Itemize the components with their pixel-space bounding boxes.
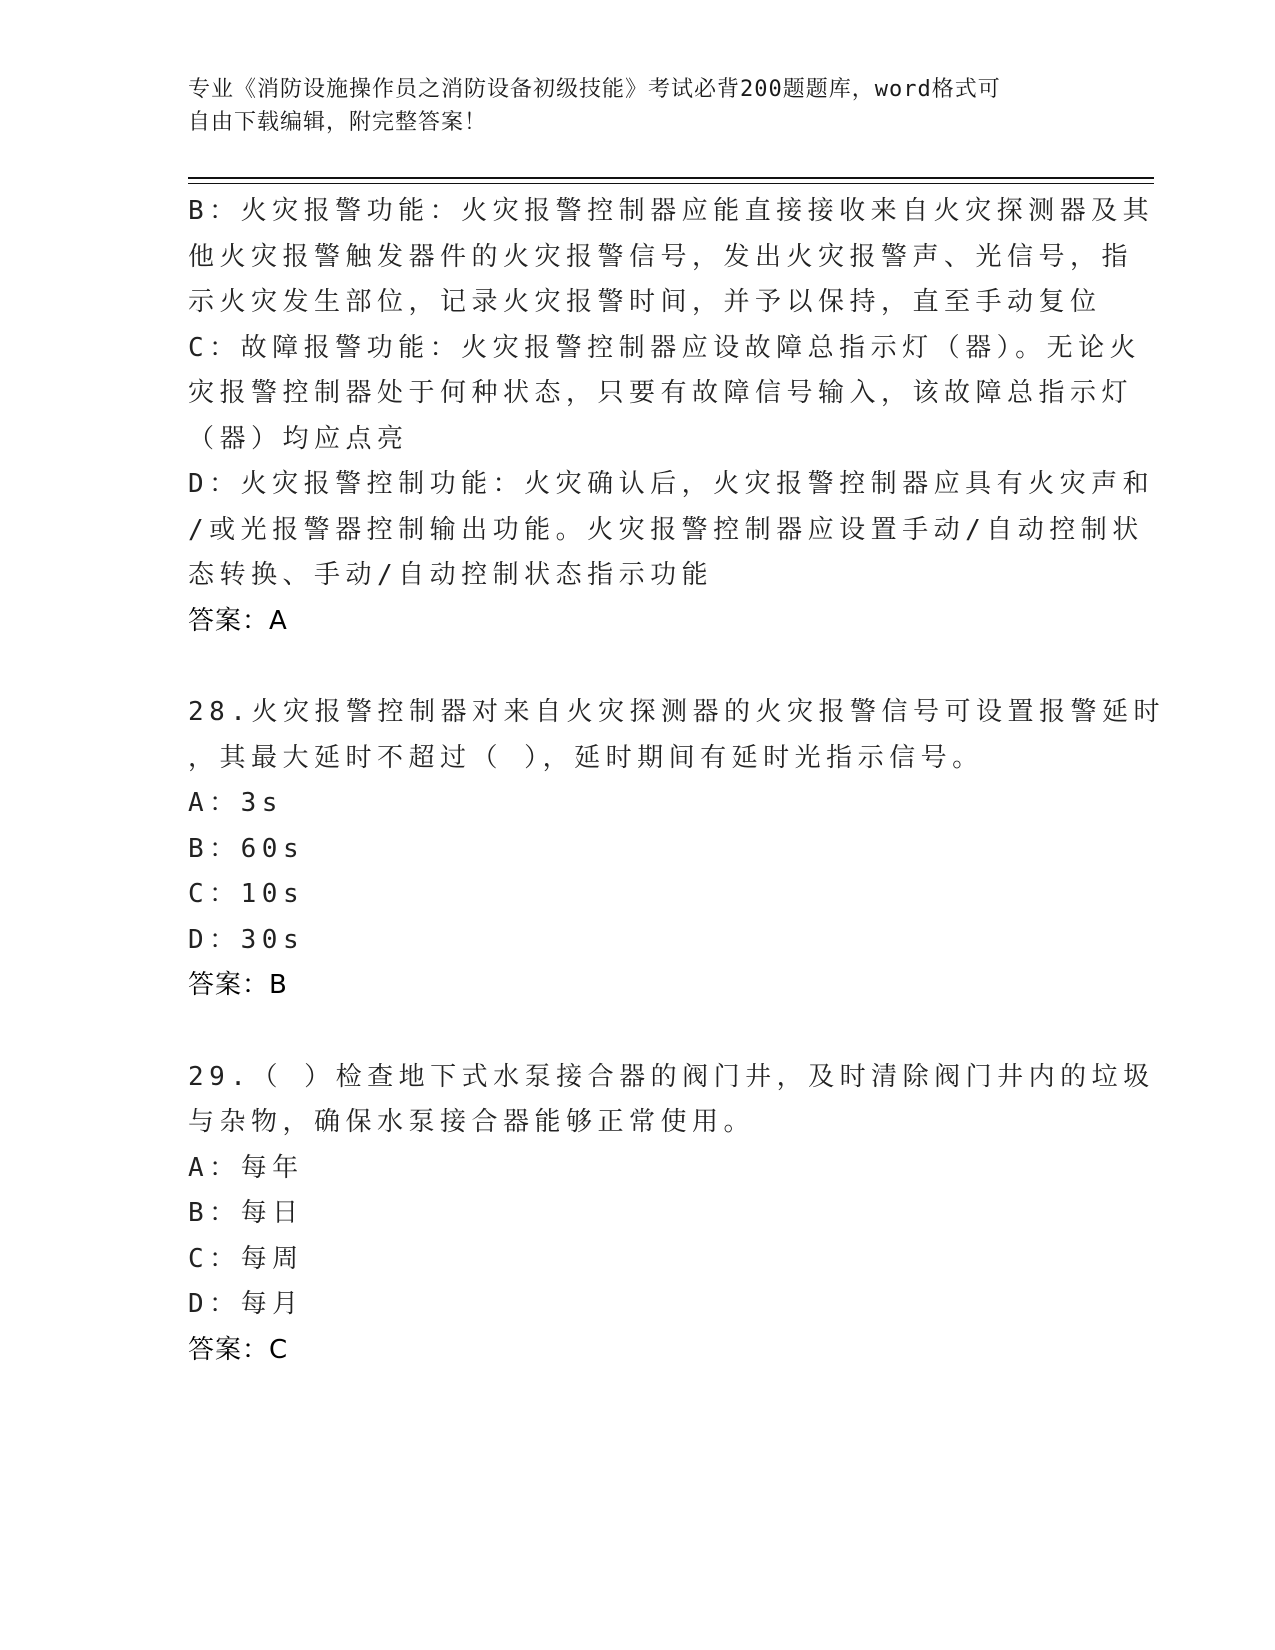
question-29-option-c: C：每周 [188,1243,304,1274]
header-divider-thin [188,183,1154,184]
question-28-option-d: D：30s [188,924,305,955]
question-29-option-b: B：每日 [188,1198,304,1228]
question-29-option-d: D：每月 [188,1289,304,1319]
answer-28: 答案：B [188,970,288,1000]
spacer [188,1009,1088,1055]
question-28-option-a: A：3s [188,788,283,818]
option-c-line-3: （器）均应点亮 [188,423,409,454]
option-d [188,462,1155,599]
option-d-line-2: /或光报警器控制输出功能。火灾报警控制器应设置手动/自动控制状 [188,514,1144,545]
question-29 [188,1055,1155,1374]
option-c-line-2: 灾报警控制器处于何种状态，只要有故障信号输入，该故障总指示灯 [188,378,1134,408]
answer-27: 答案：A [188,605,288,636]
option-d-line-3: 态转换、手动/自动控制状态指示功能 [188,560,714,590]
header-divider-thick [188,177,1154,179]
question-27-continuation [188,189,1155,644]
document-header [188,73,1068,139]
option-c-line-1: C：故障报警功能：火灾报警控制器应设故障总指示灯（器）。无论火 [188,332,1142,363]
question-28-option-c: C：10s [188,879,305,909]
option-b-line-1: B：火灾报警功能：火灾报警控制器应能直接接收来自火灾探测器及其 [188,196,1155,226]
spacer [188,644,1088,690]
header-line-1: 专业《消防设施操作员之消防设备初级技能》考试必背200题题库，word格式可 [188,77,1001,102]
question-28-stem-line-2: ，其最大延时不超过（ ），延时期间有延时光指示信号。 [188,742,984,773]
answer-29: 答案：C [188,1334,289,1365]
question-28-stem-line-1: 28.火灾报警控制器对来自火灾探测器的火灾报警信号可设置报警延时 [188,697,1165,727]
document-body [188,189,1165,1373]
option-d-line-1: D：火灾报警控制功能：火灾确认后，火灾报警控制器应具有火灾声和 [188,469,1155,499]
question-29-stem-line-2: 与杂物，确保水泵接合器能够正常使用。 [188,1107,756,1137]
option-c [188,326,1142,463]
question-28 [188,690,1165,1009]
question-29-option-a: A：每年 [188,1152,304,1183]
question-29-stem-line-1: 29.（ ）检查地下式水泵接合器的阀门井，及时清除阀门井内的垃圾 [188,1061,1155,1092]
question-28-option-b: B：60s [188,833,305,864]
option-b [188,189,1155,326]
option-b-line-3: 示火灾发生部位，记录火灾报警时间，并予以保持，直至手动复位 [188,287,1102,317]
header-line-2: 自由下载编辑，附完整答案！ [188,110,488,135]
option-b-line-2: 他火灾报警触发器件的火灾报警信号，发出火灾报警声、光信号，指 [188,241,1134,272]
